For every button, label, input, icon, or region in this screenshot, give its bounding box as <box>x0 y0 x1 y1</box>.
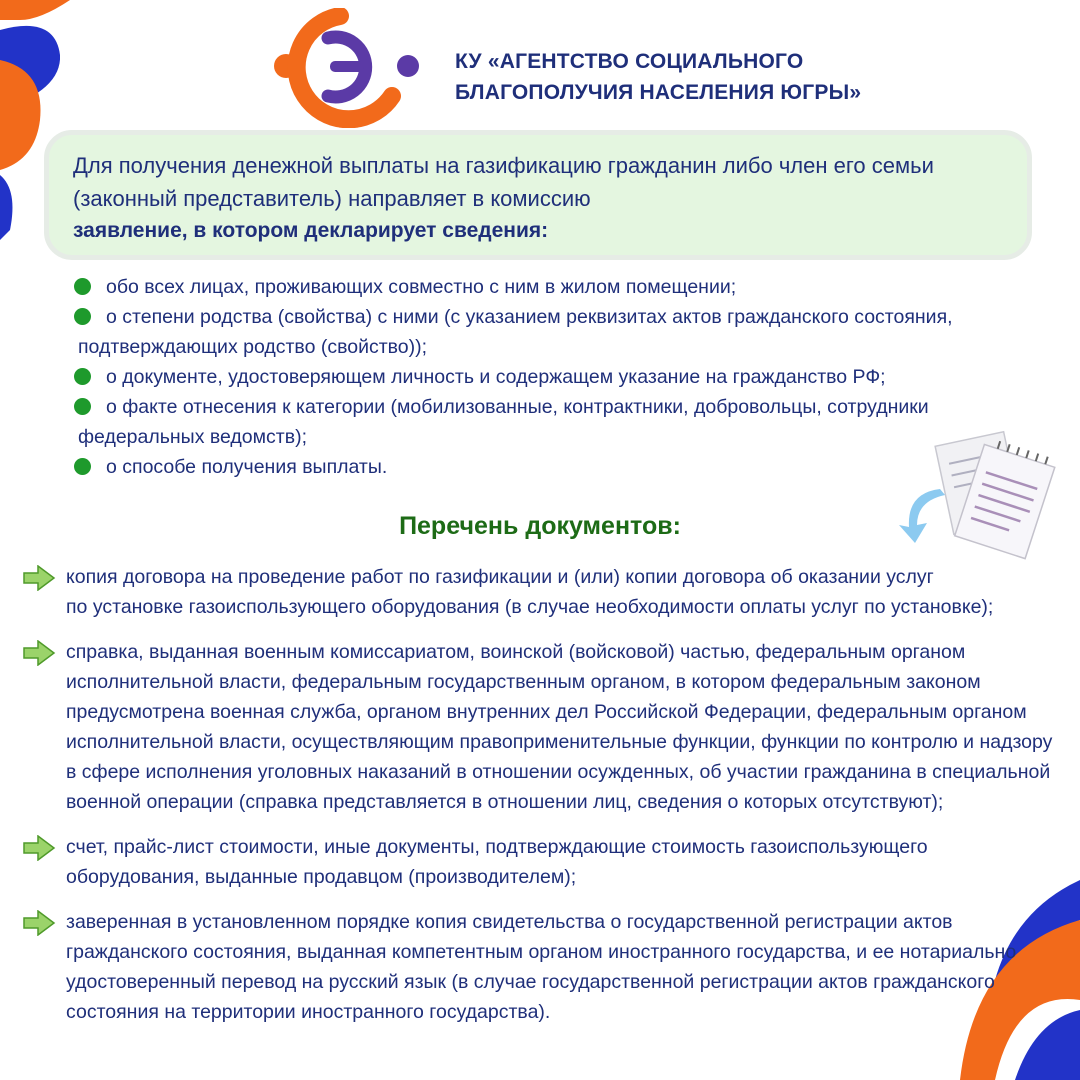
intro-text-line1: Для получения денежной выплаты на газификацию гражданин либо член его семьи <box>73 153 934 178</box>
list-item-text: о способе получения выплаты. <box>106 456 388 478</box>
document-item-line: оборудования, выданные продавцом (производителем); <box>66 866 577 888</box>
documents-title: Перечень документов: <box>399 512 681 540</box>
organization-name <box>455 46 861 108</box>
arrow-right-icon <box>22 640 56 666</box>
document-item-line: в сфере исполнения уголовных наказаний в отношении осужденных, об участии гражданина в специальной <box>66 761 1051 783</box>
bullet-dot-icon <box>74 278 91 295</box>
bullet-dot-icon <box>74 398 91 415</box>
list-item-text: обо всех лицах, проживающих совместно с ним в жилом помещении; <box>106 276 737 298</box>
list-item-continuation: подтверждающих родство (свойство)); <box>78 336 428 358</box>
list-item <box>72 272 1032 302</box>
arrow-right-icon <box>22 565 56 591</box>
document-item-line: по установке газоиспользующего оборудования (в случае необходимости оплаты услуг по установке); <box>66 596 994 618</box>
document-item-line: копия договора на проведение работ по газификации и (или) копии договора об оказании услуг <box>66 566 934 588</box>
document-item-line: исполнительной власти, федеральным государственным органом, в котором федеральным законом <box>66 671 981 693</box>
arrow-right-icon <box>22 910 56 936</box>
arrow-right-icon <box>22 835 56 861</box>
document-item <box>22 832 1062 892</box>
document-item-line: военной операции (справка представляется в отношении лиц, сведения о которых отсутствуют); <box>66 791 944 813</box>
bullet-dot-icon <box>74 458 91 475</box>
bullet-dot-icon <box>74 368 91 385</box>
list-item-text: о степени родства (свойства) с ними (с указанием реквизитах актов гражданского состояния, <box>106 306 953 328</box>
document-item <box>22 907 1062 1027</box>
document-item-line: исполнительной власти, осуществляющим правоприменительные функции, функции по контролю и надзору <box>66 731 1053 753</box>
document-item <box>22 562 1062 622</box>
list-item-continuation: федеральных ведомств); <box>78 426 308 448</box>
list-item <box>72 452 1032 482</box>
list-item <box>72 362 1032 392</box>
org-name-line1: КУ «АГЕНТСТВО СОЦИАЛЬНОГО <box>455 50 804 73</box>
documents-list <box>22 562 1062 1042</box>
document-item-line: гражданского состояния, выданная компетентным органом иностранного государства, и ее нотариально <box>66 941 1017 963</box>
declarations-list <box>72 272 1032 482</box>
document-item-line: состояния на территории иностранного государства). <box>66 1001 551 1023</box>
list-item <box>72 302 1032 362</box>
document-item-line: счет, прайс-лист стоимости, иные документы, подтверждающие стоимость газоиспользующего <box>66 836 928 858</box>
document-item-line: предусмотрена военная служба, органом внутренних дел Российской Федерации, федеральным органом <box>66 701 1027 723</box>
document-item <box>22 637 1062 817</box>
bullet-dot-icon <box>74 308 91 325</box>
agency-logo-icon <box>270 8 430 128</box>
intro-box <box>44 130 1032 260</box>
document-item-line: заверенная в установленном порядке копия свидетельства о государственной регистрации актов <box>66 911 953 933</box>
list-item-text: о документе, удостоверяющем личность и содержащем указание на гражданство РФ; <box>106 366 886 388</box>
list-item <box>72 392 1032 452</box>
intro-bold-text: заявление, в котором декларирует сведения: <box>73 219 549 242</box>
header <box>270 8 970 128</box>
intro-text-line2: (законный представитель) направляет в комиссию <box>73 186 591 211</box>
org-name-line2: БЛАГОПОЛУЧИЯ НАСЕЛЕНИЯ ЮГРЫ» <box>455 81 862 104</box>
list-item-text: о факте отнесения к категории (мобилизованные, контрактники, добровольцы, сотрудники <box>106 396 929 418</box>
document-item-line: справка, выданная военным комиссариатом, воинской (войсковой) частью, федеральным органом <box>66 641 966 663</box>
document-item-line: удостоверенный перевод на русский язык (в случае государственной регистрации актов гражданского <box>66 971 995 993</box>
